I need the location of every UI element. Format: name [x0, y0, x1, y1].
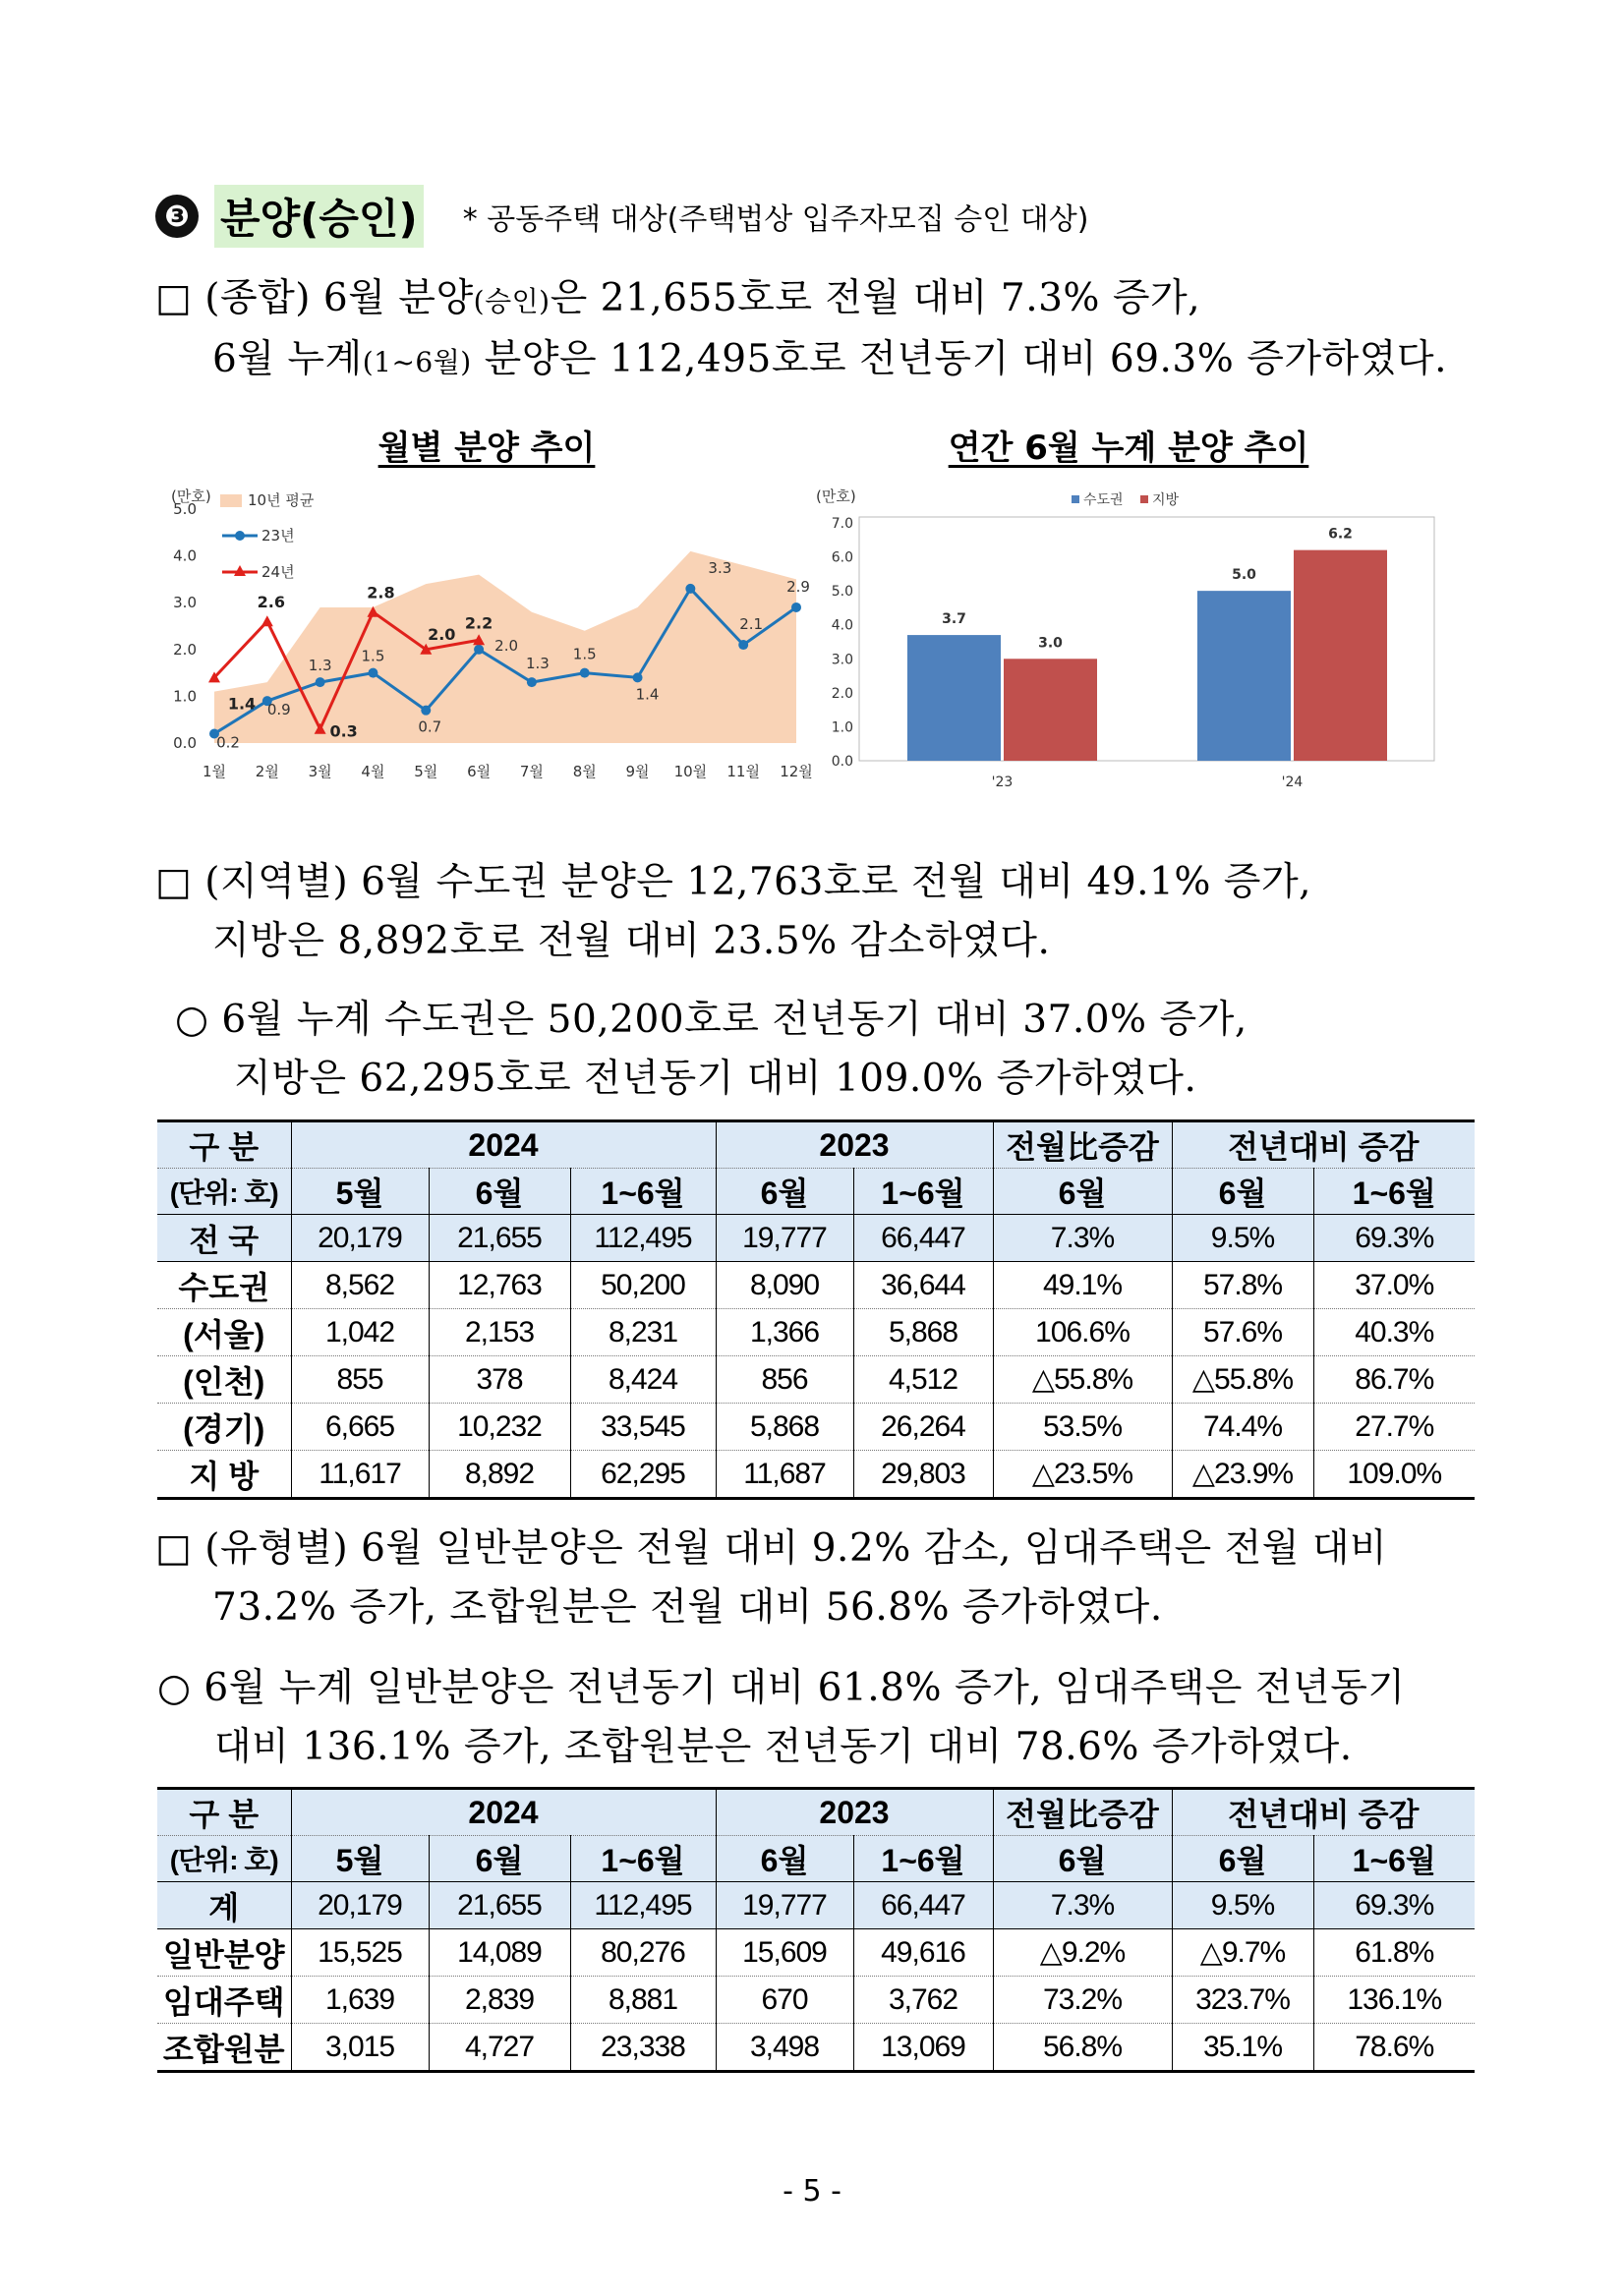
y-tick-label: 2.0 — [173, 640, 197, 659]
table-cell: 49,616 — [853, 1929, 993, 1977]
table-row — [157, 1929, 1475, 1977]
summary-line-1 — [155, 271, 1200, 329]
header-jun: 6월 — [1172, 1836, 1313, 1882]
header-cum: 1~6월 — [1313, 1836, 1475, 1882]
chart2-heading: 연간 6월 누계 분양 추이 — [948, 429, 1309, 468]
series-2023-point — [316, 677, 325, 687]
header-jun: 6월 — [716, 1836, 853, 1882]
table-cell: 10,232 — [429, 1404, 570, 1451]
table-cell: 14,089 — [429, 1929, 570, 1977]
table-cell: 53.5% — [993, 1404, 1172, 1451]
bar-local — [1294, 550, 1387, 761]
table-cell: 37.0% — [1313, 1262, 1475, 1309]
series-2023-data-label: 1.4 — [635, 685, 660, 704]
series-2024-data-label: 0.3 — [329, 721, 358, 741]
table-cell: 36,644 — [853, 1262, 993, 1309]
table-cell: 7.3% — [993, 1882, 1172, 1929]
table-cell: 33,545 — [570, 1404, 716, 1451]
bar-local — [1004, 659, 1097, 761]
y-tick-label: 0.0 — [173, 734, 197, 752]
header-jun: 6월 — [993, 1836, 1172, 1882]
row-header: 일반분양 — [157, 1929, 291, 1977]
table-cell: 2,153 — [429, 1309, 570, 1356]
table-cell: 8,424 — [570, 1356, 716, 1404]
x-tick-label: 12월 — [780, 763, 813, 780]
table-cell: 49.1% — [993, 1262, 1172, 1309]
header-gubun: 구 분 — [157, 1121, 291, 1169]
table-cell: 3,015 — [291, 2024, 429, 2072]
y-tick-label: 3.0 — [173, 594, 197, 612]
header-unit: (단위: 호) — [157, 1836, 291, 1882]
row-header: 전 국 — [157, 1215, 291, 1262]
series-2023-data-label: 3.3 — [708, 558, 732, 577]
table-cell: 12,763 — [429, 1262, 570, 1309]
section-title: 분양(승인) — [214, 185, 424, 248]
header-may: 5월 — [291, 1836, 429, 1882]
series-2023-data-label: 2.1 — [739, 615, 764, 634]
section-number: ❸ — [155, 195, 199, 238]
table-cell: 323.7% — [1172, 1977, 1313, 2024]
table-row — [157, 1404, 1475, 1451]
table-cell: 69.3% — [1313, 1882, 1475, 1929]
table-cell: 11,617 — [291, 1451, 429, 1499]
regional-line-4: 지방은 62,295호로 전년동기 대비 109.0% 증가하였다. — [234, 1057, 1197, 1101]
summary-line-2 — [212, 332, 1447, 390]
section-note: * 공동주택 대상(주택법상 입주자모집 승인 대상) — [462, 202, 1089, 237]
table-cell: 57.6% — [1172, 1309, 1313, 1356]
series-2023-point — [633, 672, 643, 682]
row-header: 조합원분 — [157, 2024, 291, 2072]
row-header: 지 방 — [157, 1451, 291, 1499]
table-cell: △9.2% — [993, 1929, 1172, 1977]
x-tick-label: 6월 — [467, 763, 492, 780]
y-tick-label: 4.0 — [173, 546, 197, 565]
x-tick-label: 11월 — [726, 763, 760, 780]
table-cell: 2,839 — [429, 1977, 570, 2024]
table-cell: 136.1% — [1313, 1977, 1475, 2024]
series-2023-point — [368, 668, 377, 678]
table-cell: 69.3% — [1313, 1215, 1475, 1262]
bar-capital — [1197, 591, 1291, 761]
table-cell: 670 — [716, 1977, 853, 2024]
x-tick-label: 4월 — [361, 763, 385, 780]
row-header: 계 — [157, 1882, 291, 1929]
legend-capital-swatch — [1072, 495, 1079, 503]
table-cell: 8,892 — [429, 1451, 570, 1499]
table-row — [157, 1451, 1475, 1499]
legend-capital-label: 수도권 — [1083, 492, 1124, 508]
table-cell: 15,525 — [291, 1929, 429, 1977]
table-cell: 56.8% — [993, 2024, 1172, 2072]
x-tick-label: 9월 — [625, 763, 650, 780]
series-2024-data-label: 2.0 — [428, 624, 456, 644]
x-tick-label: 8월 — [572, 763, 597, 780]
table-cell: 5,868 — [853, 1309, 993, 1356]
series-2023-data-label: 0.7 — [418, 718, 442, 736]
header-gubun: 구 분 — [157, 1789, 291, 1836]
regional-line-2: 지방은 8,892호로 전월 대비 23.5% 감소하였다. — [212, 919, 1051, 963]
table-cell: 112,495 — [570, 1215, 716, 1262]
series-2023-data-label: 2.0 — [494, 636, 519, 655]
series-2024-data-label: 1.4 — [227, 694, 257, 714]
series-2023-data-label: 2.9 — [786, 577, 810, 596]
table-cell: 40.3% — [1313, 1309, 1475, 1356]
header-jun: 6월 — [429, 1169, 570, 1215]
table-cell: 74.4% — [1172, 1404, 1313, 1451]
x-tick-label: 5월 — [414, 763, 438, 780]
series-2023-data-label: 1.3 — [525, 655, 550, 673]
table-cell: 4,512 — [853, 1356, 993, 1404]
table-cell: 61.8% — [1313, 1929, 1475, 1977]
header-yoy: 전년대비 증감 — [1172, 1789, 1475, 1836]
bar-value-label: 6.2 — [1328, 526, 1353, 543]
table-cell: △55.8% — [993, 1356, 1172, 1404]
header-2023: 2023 — [716, 1121, 993, 1169]
table-cell: 378 — [429, 1356, 570, 1404]
row-header: (서울) — [157, 1309, 291, 1356]
header-2024: 2024 — [291, 1121, 716, 1169]
y-tick-label: 2.0 — [831, 685, 853, 702]
summary-text: □ (종합) 6월 분양 — [155, 276, 474, 320]
table-cell: 11,687 — [716, 1451, 853, 1499]
y-tick-label: 0.0 — [831, 754, 853, 770]
y-tick-label: 7.0 — [831, 516, 853, 532]
chart2-unit: (만호) — [816, 488, 856, 505]
table-cell: 23,338 — [570, 2024, 716, 2072]
table-cell: 9.5% — [1172, 1215, 1313, 1262]
table-cell: 86.7% — [1313, 1356, 1475, 1404]
table-cell: 78.6% — [1313, 2024, 1475, 2072]
regional-line-3: ○ 6월 누계 수도권은 50,200호로 전년동기 대비 37.0% 증가, — [175, 998, 1247, 1042]
series-2023-data-label: 1.5 — [572, 645, 597, 663]
bar-value-label: 3.0 — [1038, 635, 1063, 652]
summary-note: (1~6월) — [362, 346, 472, 378]
y-tick-label: 6.0 — [831, 549, 853, 566]
x-tick-label: 10월 — [673, 763, 708, 780]
table-cell: 19,777 — [716, 1882, 853, 1929]
table-cell: 1,366 — [716, 1309, 853, 1356]
table-cell: 9.5% — [1172, 1882, 1313, 1929]
cumulative-sales-chart — [814, 482, 1448, 801]
header-cum: 1~6월 — [853, 1169, 993, 1215]
table-cell: 73.2% — [993, 1977, 1172, 2024]
header-2024: 2024 — [291, 1789, 716, 1836]
table-cell: 3,762 — [853, 1977, 993, 2024]
header-unit: (단위: 호) — [157, 1169, 291, 1215]
table-cell: 856 — [716, 1356, 853, 1404]
table-cell: 27.7% — [1313, 1404, 1475, 1451]
y-tick-label: 3.0 — [831, 652, 853, 668]
table-cell: 109.0% — [1313, 1451, 1475, 1499]
table-cell: 15,609 — [716, 1929, 853, 1977]
series-2023-point — [421, 706, 431, 716]
header-may: 5월 — [291, 1169, 429, 1215]
chart1-heading: 월별 분양 추이 — [377, 429, 596, 468]
y-tick-label: 5.0 — [831, 584, 853, 601]
table-cell: 3,498 — [716, 2024, 853, 2072]
series-2023-point — [738, 640, 748, 650]
y-tick-label: 4.0 — [831, 617, 853, 634]
header-cum: 1~6월 — [1313, 1169, 1475, 1215]
chart1-unit: (만호) — [171, 488, 211, 505]
header-cum: 1~6월 — [853, 1836, 993, 1882]
bar-capital — [907, 635, 1001, 761]
table-cell: 4,727 — [429, 2024, 570, 2072]
table-cell: 1,639 — [291, 1977, 429, 2024]
table-cell: 112,495 — [570, 1882, 716, 1929]
table-cell: 29,803 — [853, 1451, 993, 1499]
summary-note: (승인) — [473, 285, 551, 317]
header-jun: 6월 — [993, 1169, 1172, 1215]
series-2023-point — [580, 668, 590, 678]
table-cell: 21,655 — [429, 1215, 570, 1262]
regional-table — [157, 1119, 1475, 1500]
table-cell: 8,562 — [291, 1262, 429, 1309]
table-cell: 106.6% — [993, 1309, 1172, 1356]
legend-local-label: 지방 — [1152, 492, 1180, 508]
table-cell: 8,231 — [570, 1309, 716, 1356]
table-cell: △55.8% — [1172, 1356, 1313, 1404]
bar-value-label: 3.7 — [942, 611, 966, 628]
series-2024-data-label: 2.6 — [257, 593, 285, 612]
table-cell: 21,655 — [429, 1882, 570, 1929]
series-2023-data-label: 1.3 — [308, 657, 332, 675]
table-cell: 50,200 — [570, 1262, 716, 1309]
table-cell: 20,179 — [291, 1882, 429, 1929]
series-2023-point — [791, 603, 801, 612]
summary-text: 은 21,655호로 전월 대비 7.3% 증가, — [550, 276, 1201, 320]
type-line-1: □ (유형별) 6월 일반분양은 전월 대비 9.2% 감소, 임대주택은 전월 대비 — [155, 1526, 1388, 1571]
table-cell: 66,447 — [853, 1215, 993, 1262]
table-cell: 66,447 — [853, 1882, 993, 1929]
table-row — [157, 1356, 1475, 1404]
table-cell: △23.9% — [1172, 1451, 1313, 1499]
table-cell: 19,777 — [716, 1215, 853, 1262]
table-cell: 62,295 — [570, 1451, 716, 1499]
x-tick-label: 2월 — [255, 763, 279, 780]
summary-text: 분양은 112,495호로 전년동기 대비 69.3% 증가하였다. — [471, 337, 1447, 381]
table-cell: 80,276 — [570, 1929, 716, 1977]
series-2024-data-label: 2.2 — [464, 613, 493, 633]
table-row — [157, 1262, 1475, 1309]
table-cell: 5,868 — [716, 1404, 853, 1451]
header-cum: 1~6월 — [570, 1169, 716, 1215]
type-line-3: ○ 6월 누계 일반분양은 전년동기 대비 61.8% 증가, 임대주택은 전년동기 — [157, 1666, 1406, 1710]
table-row — [157, 1215, 1475, 1262]
y-tick-label: 5.0 — [173, 500, 197, 518]
x-tick-label: 3월 — [308, 763, 332, 780]
table-cell: 6,665 — [291, 1404, 429, 1451]
table-cell: 26,264 — [853, 1404, 993, 1451]
type-line-4: 대비 136.1% 증가, 조합원분은 전년동기 대비 78.6% 증가하였다. — [214, 1725, 1353, 1769]
type-table — [157, 1787, 1475, 2073]
header-yoy: 전년대비 증감 — [1172, 1121, 1475, 1169]
table-cell: 855 — [291, 1356, 429, 1404]
row-header: 수도권 — [157, 1262, 291, 1309]
table-row — [157, 1309, 1475, 1356]
series-2023-point — [685, 584, 695, 594]
legend-average-swatch — [220, 494, 242, 507]
series-2023-data-label: 0.2 — [216, 733, 240, 752]
header-2023: 2023 — [716, 1789, 993, 1836]
legend-2023-marker — [235, 531, 245, 541]
bar-value-label: 5.0 — [1232, 567, 1256, 584]
monthly-sales-chart — [157, 482, 816, 801]
table-row — [157, 1977, 1475, 2024]
x-tick-label: '23 — [991, 775, 1014, 790]
header-jun: 6월 — [1172, 1169, 1313, 1215]
section-heading — [155, 187, 1088, 246]
y-tick-label: 1.0 — [831, 719, 853, 736]
summary-text: 6월 누계 — [212, 337, 363, 381]
table-cell: 13,069 — [853, 2024, 993, 2072]
table-row — [157, 1882, 1475, 1929]
table-cell: 8,881 — [570, 1977, 716, 2024]
legend-2024-label: 24년 — [261, 563, 295, 581]
table-cell: △9.7% — [1172, 1929, 1313, 1977]
row-header: (인천) — [157, 1356, 291, 1404]
legend-average-label: 10년 평균 — [248, 491, 315, 509]
legend-local-swatch — [1140, 495, 1148, 503]
table-cell: △23.5% — [993, 1451, 1172, 1499]
header-jun: 6월 — [429, 1836, 570, 1882]
table-cell: 8,090 — [716, 1262, 853, 1309]
table-cell: 7.3% — [993, 1215, 1172, 1262]
type-line-2: 73.2% 증가, 조합원분은 전월 대비 56.8% 증가하였다. — [212, 1585, 1163, 1630]
table-row — [157, 2024, 1475, 2072]
row-header: 임대주택 — [157, 1977, 291, 2024]
header-mom: 전월比증감 — [993, 1789, 1172, 1836]
series-2023-point — [527, 677, 537, 687]
regional-line-1: □ (지역별) 6월 수도권 분양은 12,763호로 전월 대비 49.1% 증가, — [155, 860, 1312, 904]
row-header: (경기) — [157, 1404, 291, 1451]
table-cell: 57.8% — [1172, 1262, 1313, 1309]
series-2023-point — [474, 645, 484, 655]
x-tick-label: '24 — [1281, 775, 1304, 790]
table-cell: 1,042 — [291, 1309, 429, 1356]
y-tick-label: 1.0 — [173, 687, 197, 706]
legend-2023-label: 23년 — [261, 527, 295, 545]
x-tick-label: 7월 — [519, 763, 544, 780]
header-mom: 전월比증감 — [993, 1121, 1172, 1169]
table-cell: 35.1% — [1172, 2024, 1313, 2072]
x-tick-label: 1월 — [202, 763, 227, 780]
series-2023-data-label: 0.9 — [266, 701, 291, 719]
series-2024-data-label: 2.8 — [367, 583, 395, 603]
header-jun: 6월 — [716, 1169, 853, 1215]
table-cell: 20,179 — [291, 1215, 429, 1262]
header-cum: 1~6월 — [570, 1836, 716, 1882]
page-number: - 5 - — [783, 2174, 841, 2209]
series-2023-data-label: 1.5 — [361, 647, 385, 665]
